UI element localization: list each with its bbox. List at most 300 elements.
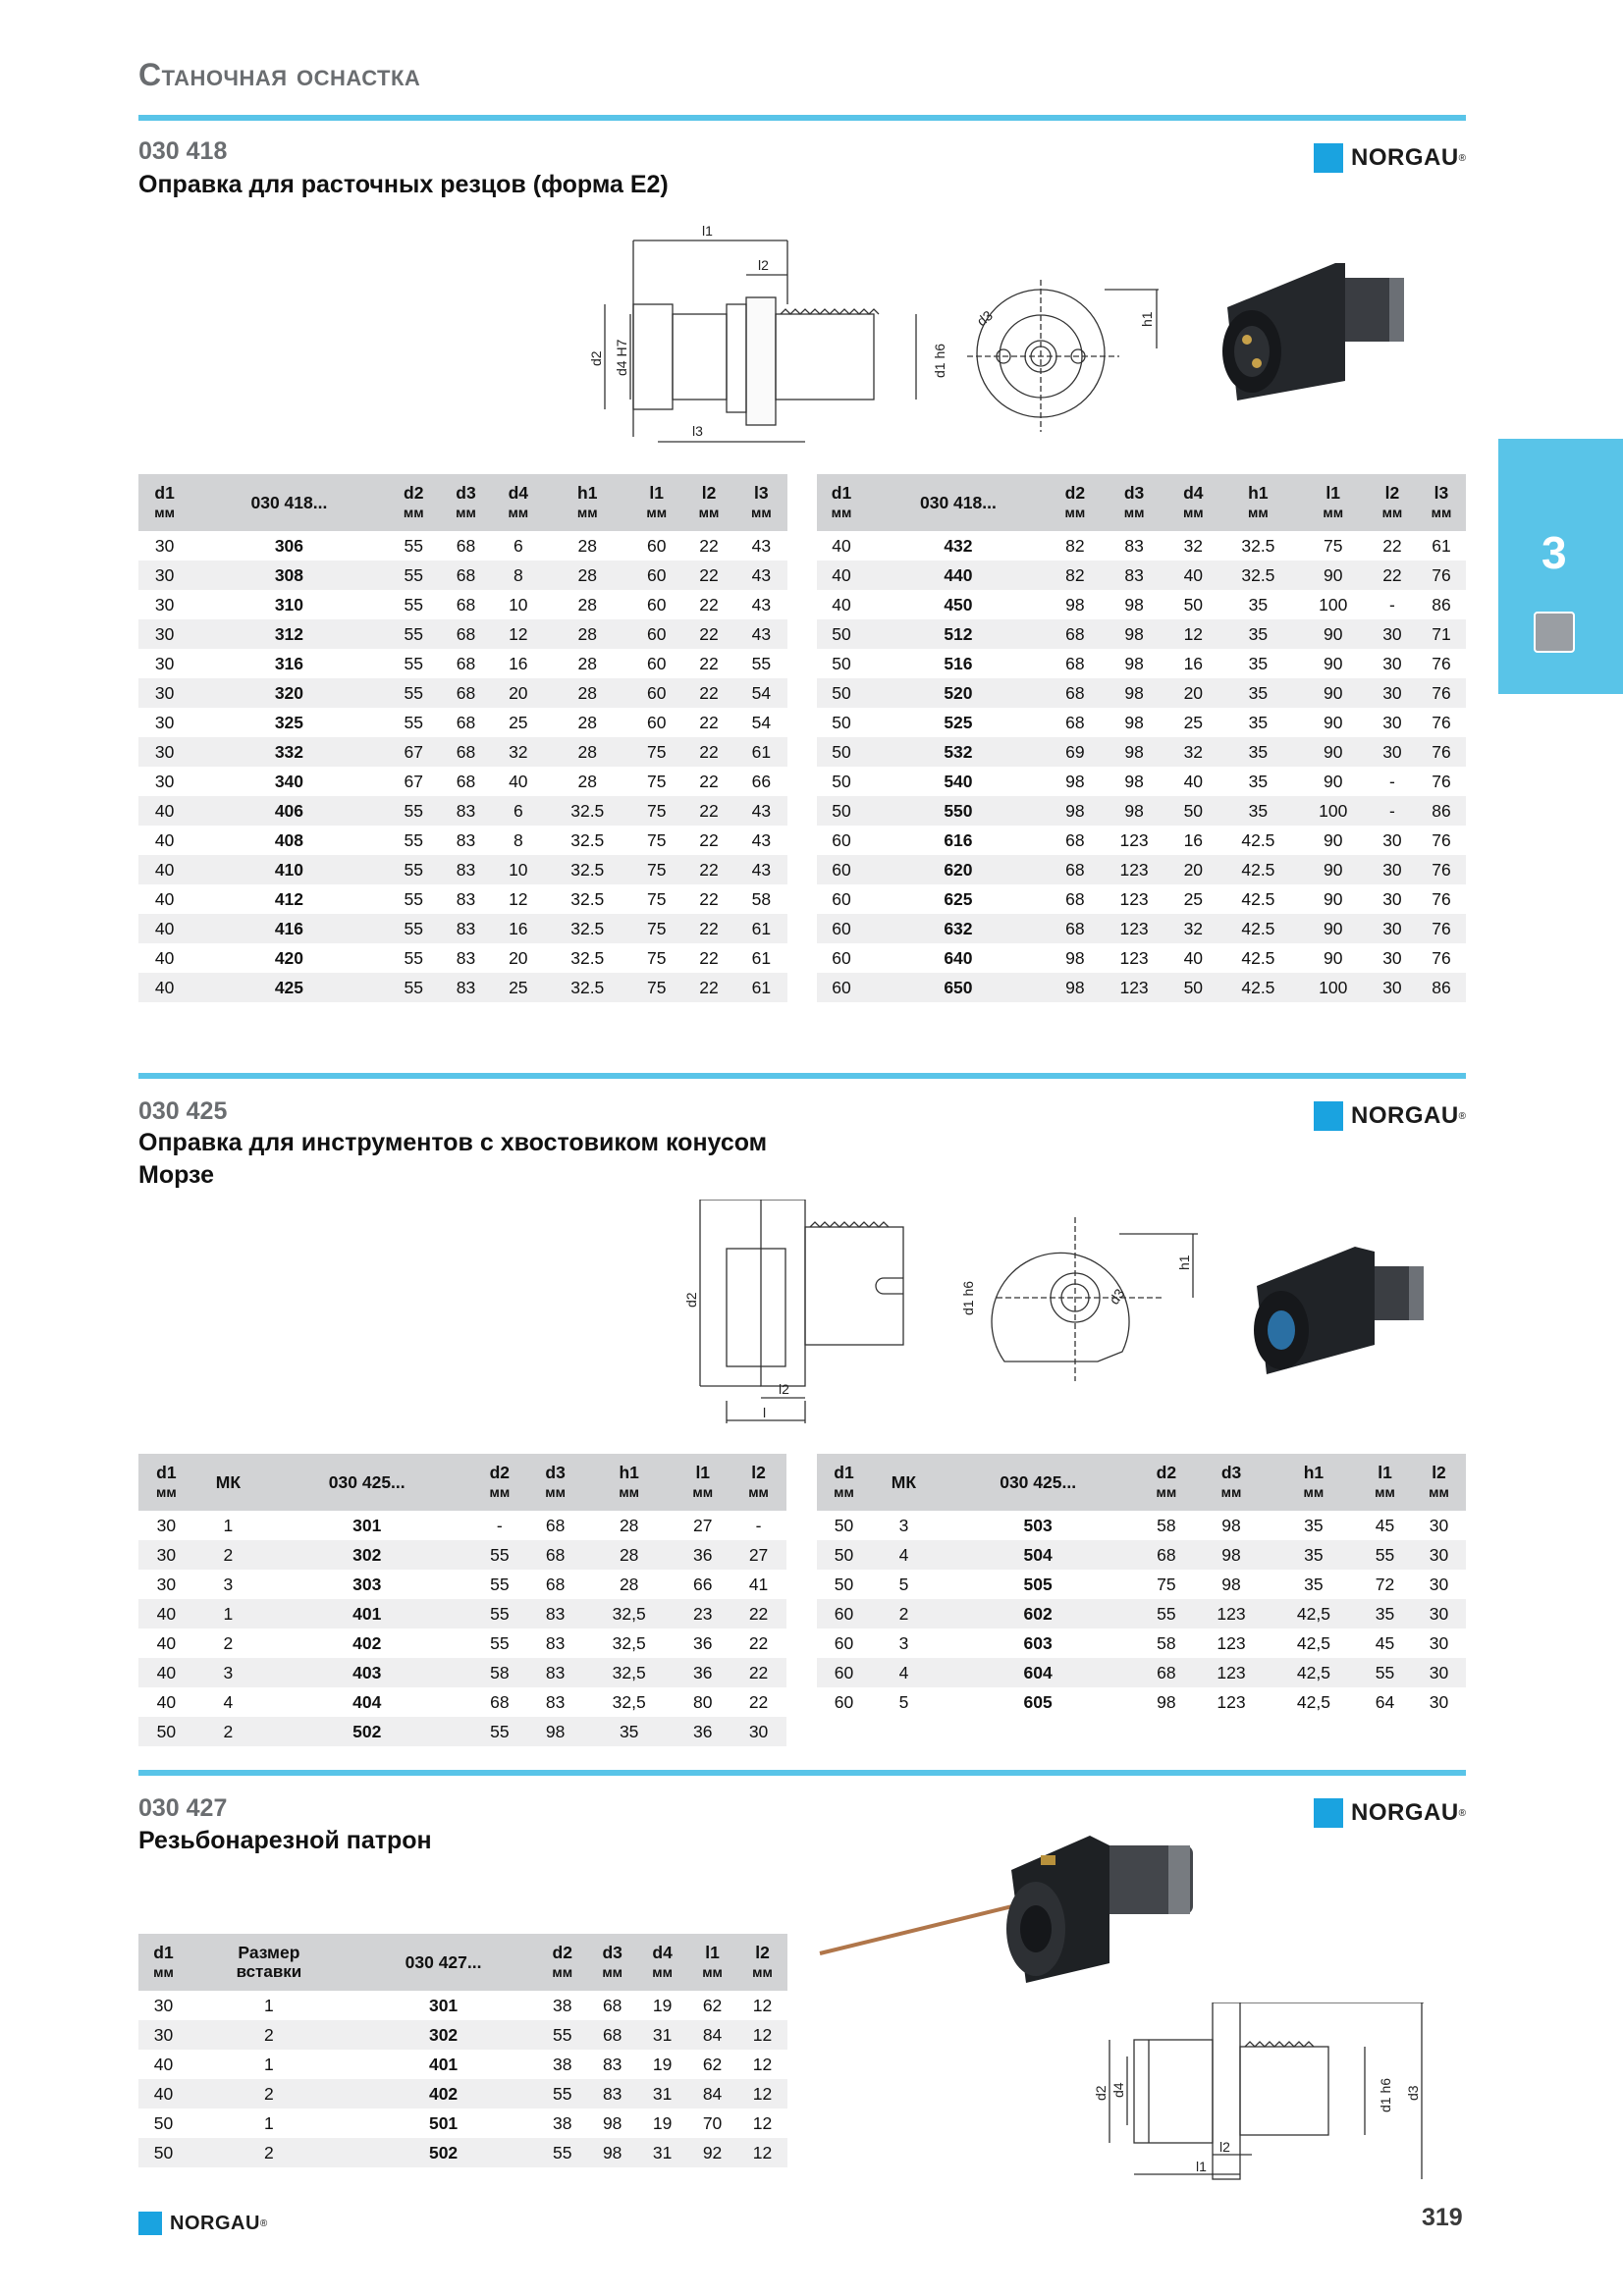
table-row [817,855,1466,884]
page-number: 319 [1422,2204,1463,2231]
table-cell: 502 [350,2138,537,2167]
table-cell: 30 [1368,973,1417,1002]
col-header-d1: d1 мм [138,1934,189,1991]
col-header-d3: d3 мм [440,474,492,531]
table-cell: 16 [1183,653,1204,673]
col-header-l1: l1 мм [675,1454,730,1511]
table-cell: 30 [1412,1658,1466,1687]
col-header-d3: d3 мм [1100,474,1168,531]
table-cell: 98 [1124,771,1144,791]
table-cell: 35 [1248,594,1269,614]
table-cell: 86 [1417,796,1466,826]
table-row [817,1629,1466,1658]
tool-holder-icon [1534,612,1575,653]
col-header-d2: d2 мм [537,1934,587,1991]
table-cell: 20 [1168,678,1217,708]
table-cell: 31 [637,2079,687,2109]
table-cell: 60 [630,561,682,590]
table-cell: 30 [1368,619,1417,649]
table-cell: 16 [492,914,544,943]
table-cell: 30 [1382,712,1402,732]
table-cell: 92 [687,2138,737,2167]
table-cell: 22 [1382,535,1402,556]
col-header-l3: l3 мм [1417,474,1466,531]
table-cell: 55 [404,653,423,673]
table-cell: 25 [1183,888,1204,909]
table-cell: 69 [1051,737,1100,767]
table-cell: 6 [492,796,544,826]
col-header-d2: d2 мм [388,474,440,531]
table-cell: 68 [456,712,476,732]
table-cell: 504 [937,1540,1139,1570]
table-cell: 58 [1157,1632,1176,1653]
table-cell: 123 [1100,855,1168,884]
table-cell: 86 [1417,973,1466,1002]
table-cell: 25 [1183,712,1204,732]
table-cell: 35 [1270,1540,1358,1570]
table-row [817,943,1466,973]
table-cell: 28 [577,771,597,791]
table-cell: 410 [190,855,387,884]
dim-label: d2 [588,350,604,366]
table-cell: 55 [471,1717,527,1746]
table-cell: 12 [737,2138,787,2167]
col-header-l1: l1 мм [1358,1454,1412,1511]
table-cell: 640 [944,947,973,968]
dim-label: d1 h6 [960,1280,976,1315]
dim-label: d3 [1106,1285,1128,1308]
table-cell: 450 [944,594,973,614]
table-row [138,884,787,914]
table-row [817,737,1466,767]
table-cell: 55 [388,914,440,943]
dim-label: l1 [702,223,713,239]
table-cell: 32 [492,737,544,767]
section-2-name: Оправка для инструментов с хвостовиком конусом Морзе [138,1129,768,1189]
table-cell: 75 [1157,1574,1176,1594]
table-cell: 62 [702,1995,723,2015]
table-cell: 75 [630,855,682,884]
table-cell: 401 [262,1599,471,1629]
table-cell: 650 [866,973,1051,1002]
table-cell: 70 [702,2112,723,2133]
dim-label: d2 [683,1292,699,1308]
table-cell: 30 [1368,737,1417,767]
table-row [138,1570,786,1599]
table-cell: 35 [583,1717,675,1746]
table-cell: 412 [274,888,304,909]
table-cell: 83 [545,1632,566,1653]
brand-square-icon [1314,1101,1343,1131]
table-cell: 30 [1429,1691,1449,1712]
table-cell: 90 [1323,712,1343,732]
table-cell: 55 [388,561,440,590]
col-header-h1: h1 мм [1217,474,1298,531]
dim-label: d3 [973,307,996,330]
table-cell: 22 [699,594,719,614]
table-cell: 38 [553,2112,572,2133]
table-cell: 68 [440,619,492,649]
table-cell: 83 [440,796,492,826]
table-cell: 82 [1051,561,1100,590]
table-cell: 8 [492,561,544,590]
section-1-name: Оправка для расточных резцов (форма E2) [138,171,669,198]
table-cell: 30 [1429,1515,1449,1535]
table-cell: - [1368,796,1417,826]
table-cell: 67 [388,737,440,767]
table-cell: 28 [544,561,630,590]
page-title: Станочная оснастка [138,57,421,92]
table-cell: 55 [388,796,440,826]
table-cell: 505 [1023,1574,1053,1594]
col-header-article: 030 425... [262,1454,471,1511]
table-cell: 2 [189,2079,350,2109]
dim-label: d1 h6 [932,343,947,378]
table-cell: 60 [832,947,851,968]
table-cell: 6 [513,535,523,556]
table-cell: 76 [1432,829,1451,850]
table-row [138,1599,786,1629]
table-cell: 30 [1429,1574,1449,1594]
table-cell: 22 [1368,561,1417,590]
table-cell: 60 [646,653,667,673]
table-cell: 35 [1217,678,1298,708]
table-cell: 35 [1248,653,1269,673]
table-cell: 43 [735,796,787,826]
table-cell: 27 [693,1515,713,1535]
table-cell: 90 [1323,947,1343,968]
dim-label: l2 [1219,2139,1230,2155]
table-cell: 76 [1432,771,1451,791]
table-row [138,708,787,737]
table-cell: 42.5 [1217,973,1298,1002]
table-row [138,1511,786,1540]
section-3-table [138,1934,787,2167]
table-cell: 42,5 [1296,1691,1330,1712]
table-cell: 98 [1065,771,1085,791]
table-cell: 22 [682,796,734,826]
table-cell: 310 [274,594,304,614]
table-cell: 75 [646,888,667,909]
col-header-l1: l1 мм [687,1934,737,1991]
table-cell: 30 [1429,1632,1449,1653]
table-cell: 3 [898,1632,909,1653]
section-2-table-left [138,1454,786,1746]
table-cell: 30 [1412,1599,1466,1629]
table-cell: 35 [1217,737,1298,767]
table-cell: 60 [834,1691,854,1712]
table-row [138,1991,787,2020]
col-header-article: 030 425... [937,1454,1139,1511]
table-cell: - [496,1515,503,1535]
table-cell: 40 [153,2054,174,2074]
table-cell: 90 [1298,914,1367,943]
table-cell: 75 [1323,535,1343,556]
table-cell: 36 [693,1632,713,1653]
table-cell: 32,5 [583,1599,675,1629]
table-row [817,914,1466,943]
table-row [817,1599,1466,1629]
table-cell: 40 [832,535,851,556]
table-cell: 30 [1368,855,1417,884]
table-cell: 68 [1051,619,1100,649]
table-cell: 432 [944,535,973,556]
table-cell: 22 [682,737,734,767]
table-cell: 76 [1432,947,1451,968]
table-cell: 416 [190,914,387,943]
table-cell: 40 [817,561,866,590]
table-cell: 61 [751,947,772,968]
table-row [138,2079,787,2109]
table-cell: 420 [274,947,304,968]
section-3-code: 030 427 [138,1794,228,1822]
table-cell: 40 [1183,771,1204,791]
table-cell: 302 [350,2020,537,2050]
table-row [817,1687,1466,1717]
table-cell: 402 [352,1632,382,1653]
table-cell: 306 [274,535,304,556]
table-cell: 320 [190,678,387,708]
table-cell: 22 [682,914,734,943]
table-cell: 76 [1432,712,1451,732]
table-cell: 61 [735,737,787,767]
brand-mark: ® [1458,1110,1467,1122]
col-header-d3: d3 мм [1193,1454,1269,1511]
table-cell: 50 [817,1540,871,1570]
brand-mark: ® [1458,1807,1467,1819]
table-row [817,884,1466,914]
table-row [138,2050,787,2079]
table-cell: 40 [1168,561,1217,590]
table-cell: 68 [1051,914,1100,943]
table-cell: 605 [1023,1691,1053,1712]
table-cell: 98 [1065,594,1085,614]
table-cell: 316 [274,653,304,673]
table-cell: - [755,1515,762,1535]
table-cell: 83 [545,1691,566,1712]
table-row [817,1658,1466,1687]
table-cell: 406 [190,796,387,826]
table-cell: 403 [262,1658,471,1687]
table-cell: 98 [1051,973,1100,1002]
table-cell: 98 [527,1717,583,1746]
table-cell: 12 [492,619,544,649]
table-cell: 42,5 [1270,1599,1358,1629]
table-cell: 32.5 [544,855,630,884]
table-cell: 55 [471,1599,527,1629]
table-cell: 32.5 [570,888,605,909]
table-cell: 40 [156,1691,177,1712]
col-header-d4: d4 мм [1168,474,1217,531]
table-cell: 30 [154,594,175,614]
table-cell: 68 [440,678,492,708]
table-cell: 620 [866,855,1051,884]
table-cell: 22 [748,1632,769,1653]
section-3-drawing [1080,2002,1448,2184]
table-cell: 123 [1217,1632,1246,1653]
table-cell: 404 [352,1691,382,1712]
table-cell: 35 [1248,771,1269,791]
table-cell: 604 [937,1658,1139,1687]
table-row [817,1570,1466,1599]
table-cell: 16 [509,653,528,673]
table-cell: 4 [223,1691,234,1712]
table-cell: 25 [509,712,528,732]
table-cell: 30 [1382,829,1402,850]
table-cell: 68 [1065,653,1085,673]
table-cell: 55 [537,2138,587,2167]
table-cell: 68 [1065,712,1085,732]
table-cell: 303 [352,1574,382,1594]
table-cell: 76 [1432,888,1451,909]
table-row [138,1687,786,1717]
table-cell: 40 [138,1658,194,1687]
table-row [817,796,1466,826]
table-cell: 83 [527,1658,583,1687]
table-cell: 60 [817,855,866,884]
table-cell: 98 [1124,653,1144,673]
table-cell: 42,5 [1296,1632,1330,1653]
table-row [817,561,1466,590]
table-cell: 40 [1183,947,1204,968]
col-header-d1: d1 мм [817,1454,871,1511]
brand-square-icon [138,2212,162,2235]
table-cell: 325 [274,712,304,732]
col-header-l2: l2 мм [1412,1454,1466,1511]
table-cell: 75 [630,737,682,767]
table-cell: 1 [264,2054,274,2074]
table-cell: 60 [832,888,851,909]
dim-label: d4 H7 [614,339,629,376]
chapter-number: 3 [1542,527,1567,578]
table-cell: 55 [1139,1599,1193,1629]
table-cell: 2 [189,2138,350,2167]
table-cell: 22 [699,653,719,673]
table-row [817,973,1466,1002]
table-cell: 28 [577,653,597,673]
table-cell: 90 [1298,678,1367,708]
table-cell: 68 [545,1515,566,1535]
table-cell: 60 [646,594,667,614]
table-cell: 68 [440,737,492,767]
table-cell: 602 [937,1599,1139,1629]
table-cell: 22 [699,829,719,850]
table-cell: 50 [817,619,866,649]
table-row [138,561,787,590]
col-header-article: 030 427... [350,1934,537,1991]
col-header-article: 030 418... [866,474,1051,531]
table-cell: 16 [1183,829,1204,850]
table-cell: 61 [735,914,787,943]
table-cell: 83 [440,855,492,884]
table-cell: 50 [834,1574,854,1594]
table-cell: 40 [138,914,190,943]
table-cell: 83 [1124,535,1144,556]
table-cell: 67 [404,771,423,791]
col-header-d1: d1 мм [817,474,866,531]
section-1-drawing [569,221,1198,447]
table-cell: 55 [404,829,423,850]
table-row [138,973,787,1002]
table-cell: 332 [190,737,387,767]
table-cell: 30 [1382,888,1402,909]
dim-label: d2 [1093,2085,1109,2101]
table-cell: 75 [646,829,667,850]
table-cell: 90 [1298,561,1367,590]
table-cell: 55 [388,855,440,884]
table-cell: 43 [751,535,772,556]
table-cell: 98 [1221,1515,1241,1535]
col-header-d3: d3 мм [587,1934,637,1991]
table-cell: 60 [646,535,667,556]
table-cell: 308 [190,561,387,590]
table-cell: 75 [646,771,667,791]
table-row [817,826,1466,855]
table-cell: 50 [817,796,866,826]
table-cell: 68 [456,653,476,673]
table-cell: 123 [1119,829,1149,850]
table-cell: 76 [1432,653,1451,673]
table-row [138,1540,786,1570]
table-cell: 4 [871,1540,937,1570]
table-cell: 30 [138,2020,189,2050]
table-cell: 30 [154,535,175,556]
table-cell: 60 [630,678,682,708]
table-cell: 30 [1382,947,1402,968]
table-cell: 30 [153,1995,174,2015]
table-cell: 28 [544,678,630,708]
table-cell: 30 [138,737,190,767]
table-cell: 68 [1139,1540,1193,1570]
table-cell: 98 [1221,1574,1241,1594]
dim-label: l2 [758,257,769,273]
table-cell: 123 [1100,914,1168,943]
table-cell: 42.5 [1241,888,1275,909]
table-row [138,1658,786,1687]
table-cell: 58 [751,888,772,909]
table-cell: 540 [944,771,973,791]
table-cell: 68 [1051,678,1100,708]
table-cell: 76 [1417,561,1466,590]
table-cell: 23 [675,1599,730,1629]
table-cell: 32 [1168,914,1217,943]
table-cell: 82 [1065,535,1085,556]
table-cell: 22 [730,1658,786,1687]
col-header-article: 030 418... [190,474,387,531]
table-cell: 55 [1358,1658,1412,1687]
table-cell: 55 [388,678,440,708]
table-cell: 30 [154,653,175,673]
table-cell: 76 [1417,678,1466,708]
table-row [817,767,1466,796]
table-cell: 60 [817,973,866,1002]
col-header-l2: l2 мм [737,1934,787,1991]
table-cell: 68 [1139,1658,1193,1687]
col-header-mk: МК [871,1454,937,1511]
table-cell: 35 [1217,796,1298,826]
table-cell: 50 [1168,973,1217,1002]
table-cell: 1 [264,2112,274,2133]
table-cell: 50 [832,653,851,673]
table-cell: 25 [492,973,544,1002]
table-cell: 32.5 [570,829,605,850]
table-cell: 40 [138,796,190,826]
table-cell: 43 [735,561,787,590]
table-cell: 45 [1375,1515,1395,1535]
table-row [138,2020,787,2050]
table-cell: 83 [587,2079,637,2109]
table-cell: 12 [737,2020,787,2050]
